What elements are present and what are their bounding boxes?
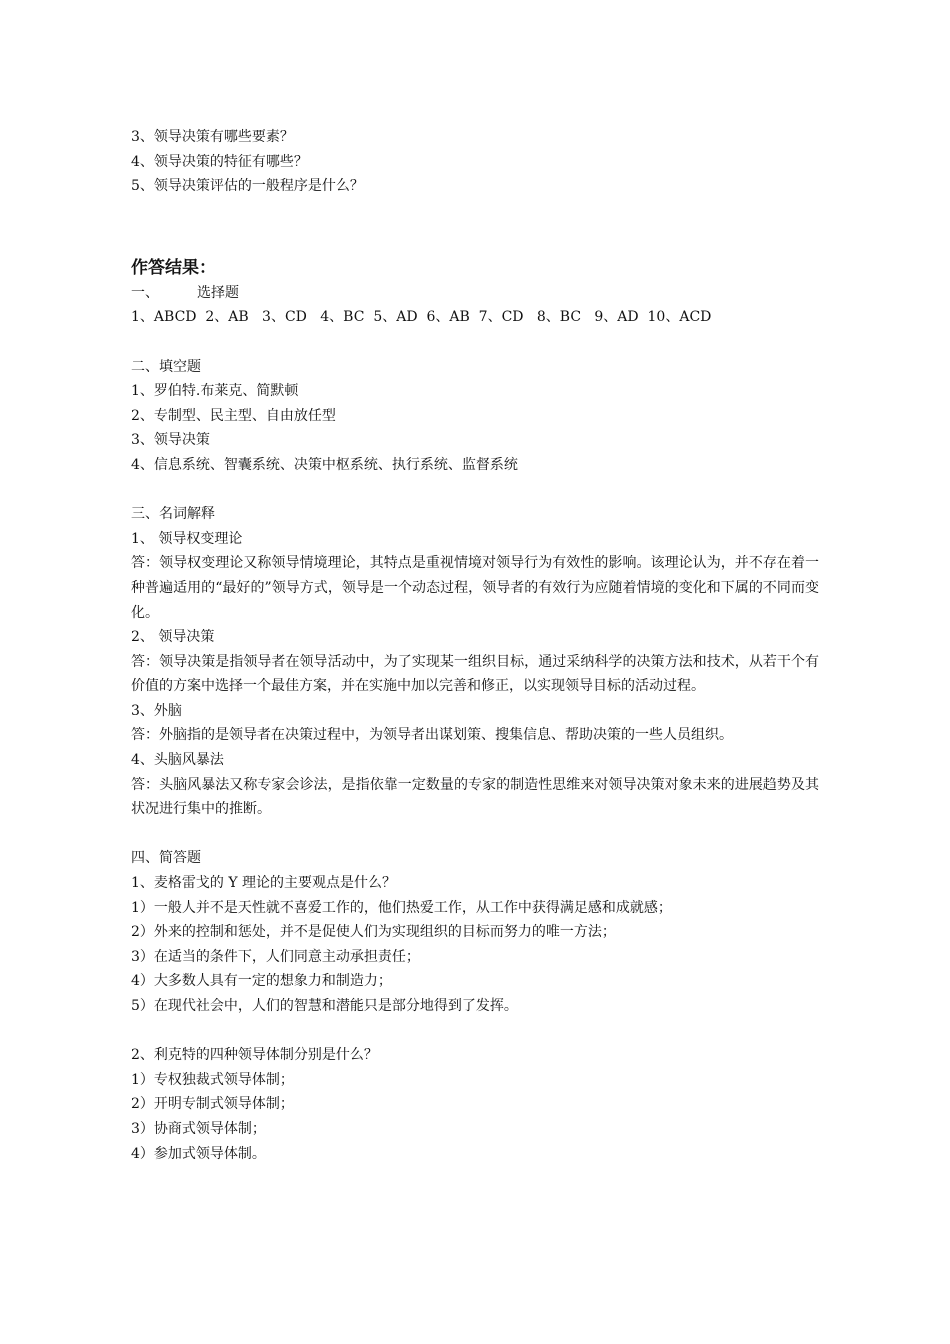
- section1-answers: 1、ABCD 2、AB 3、CD 4、BC 5、AD 6、AB 7、CD 8、BC 9、AD 10、ACD: [131, 309, 712, 326]
- term-2-answer: 答：领导决策是指领导者在领导活动中，为了实现某一组织目标，通过采纳科学的决策方法和技术，从若干个有价值的方案中选择一个最佳方案，并在实施中加以完善和修正，以实现领导目标的活动过程。: [131, 653, 819, 695]
- section1-number: 一、: [131, 284, 159, 301]
- section2-title: 二、填空题: [131, 358, 201, 375]
- short-question-1: 1、麦格雷戈的 Y 理论的主要观点是什么？: [131, 875, 397, 892]
- q2-point-2: 2）开明专制式领导体制；: [131, 1096, 294, 1113]
- section1-label: 选择题: [197, 284, 239, 301]
- fill-answer-4: 4、信息系统、智囊系统、决策中枢系统、执行系统、监督系统: [131, 456, 518, 473]
- fill-answer-1: 1、罗伯特.布莱克、简默顿: [131, 383, 299, 400]
- q1-point-1: 1）一般人并不是天性就不喜爱工作的，他们热爱工作，从工作中获得满足感和成就感；: [131, 899, 672, 916]
- question-5: 5、领导决策评估的一般程序是什么？: [131, 178, 364, 195]
- term-4-answer: 答：头脑风暴法又称专家会诊法，是指依靠一定数量的专家的制造性思维来对领导决策对象未来的进展趋势及其状况进行集中的推断。: [131, 776, 819, 818]
- term-4-title: 4、头脑风暴法: [131, 752, 224, 769]
- q2-point-4: 4）参加式领导体制。: [131, 1145, 266, 1162]
- question-4: 4、领导决策的特征有哪些？: [131, 153, 308, 170]
- question-3: 3、领导决策有哪些要素？: [131, 129, 294, 145]
- term-3-title: 3、外脑: [131, 702, 182, 719]
- document-body: [131, 125, 819, 1166]
- term-3-answer: 答：外脑指的是领导者在决策过程中，为领导者出谋划策、搜集信息、帮助决策的一些人员组织。: [131, 727, 733, 744]
- fill-answer-2: 2、专制型、民主型、自由放任型: [131, 407, 336, 424]
- results-heading: 作答结果：: [131, 257, 216, 278]
- term-2-title: 2、 领导决策: [131, 629, 215, 646]
- section1-title: [131, 281, 819, 306]
- q2-point-1: 1）专权独裁式领导体制；: [131, 1071, 294, 1088]
- q1-point-3: 3）在适当的条件下，人们同意主动承担责任；: [131, 948, 420, 965]
- q1-point-2: 2）外来的控制和惩处，并不是促使人们为实现组织的目标而努力的唯一方法；: [131, 924, 616, 941]
- q1-point-4: 4）大多数人具有一定的想象力和制造力；: [131, 973, 392, 990]
- term-1-title: 1、 领导权变理论: [131, 530, 243, 547]
- section3-title: 三、名词解释: [131, 506, 215, 523]
- section4-title: 四、简答题: [131, 850, 201, 867]
- q2-point-3: 3）协商式领导体制；: [131, 1120, 266, 1137]
- term-1-answer: 答：领导权变理论又称领导情境理论，其特点是重视情境对领导行为有效性的影响。该理论认为，并不存在着一种普遍适用的“最好的”领导方式，领导是一个动态过程，领导者的有效行为应随着情境的变化和下属的不同而变化。: [131, 555, 819, 621]
- short-question-2: 2、利克特的四种领导体制分别是什么？: [131, 1047, 378, 1064]
- q1-point-5: 5）在现代社会中，人们的智慧和潜能只是部分地得到了发挥。: [131, 998, 518, 1014]
- fill-answer-3: 3、领导决策: [131, 432, 210, 449]
